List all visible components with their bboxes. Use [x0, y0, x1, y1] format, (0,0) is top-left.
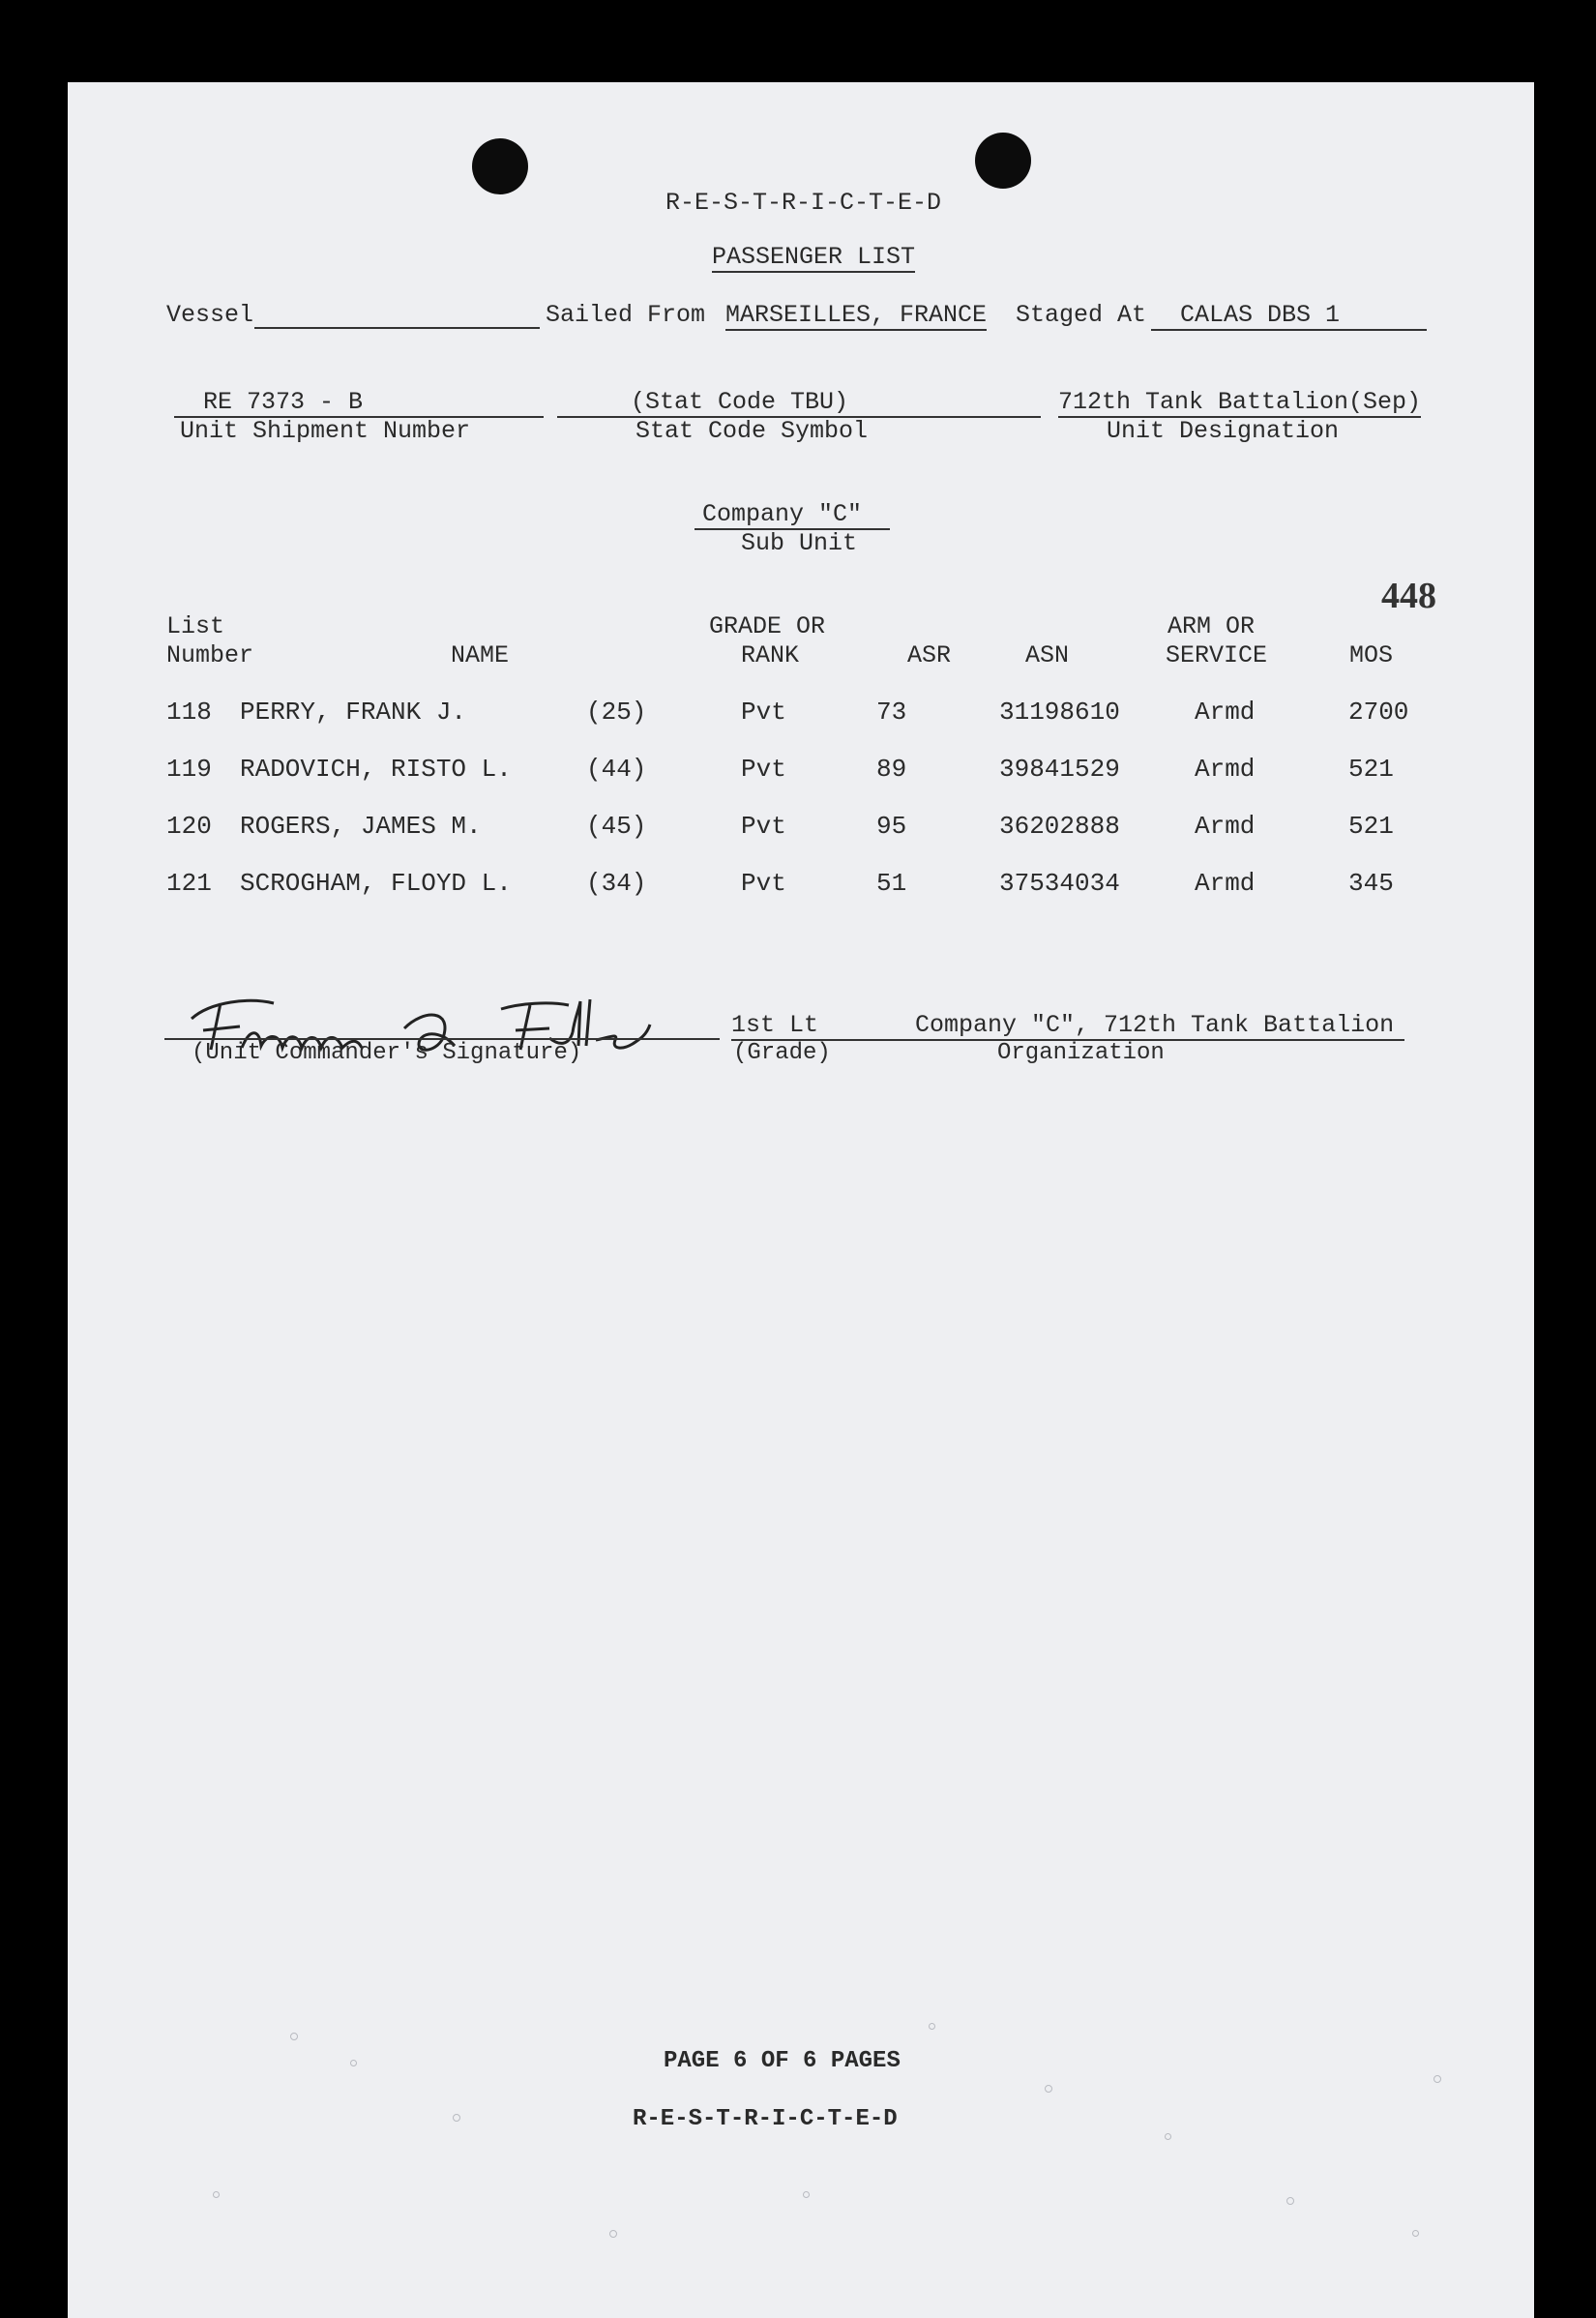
- header-mos: MOS: [1349, 641, 1394, 669]
- row-number: 121: [166, 869, 212, 898]
- row-mos: 521: [1348, 755, 1394, 784]
- sub-unit-value: Company "C": [695, 502, 890, 530]
- row-name: ROGERS, JAMES M.: [240, 812, 482, 841]
- row-mos: 345: [1348, 869, 1394, 898]
- header-name: NAME: [451, 641, 510, 669]
- row-rank: Pvt: [741, 812, 786, 841]
- row-number: 120: [166, 812, 212, 841]
- scan-speckle: [929, 2023, 935, 2030]
- row-rank: Pvt: [741, 869, 786, 898]
- row-rank: Pvt: [741, 698, 786, 727]
- row-name: RADOVICH, RISTO L.: [240, 755, 512, 784]
- unit-designation: 712th Tank Battalion(Sep): [1058, 388, 1422, 416]
- signature-label: (Unit Commander's Signature): [192, 1040, 582, 1066]
- header-asr: ASR: [907, 641, 952, 669]
- header-list-1: List: [166, 612, 225, 640]
- restricted-top: R-E-S-T-R-I-C-T-E-D: [665, 189, 942, 217]
- unit-shipment-number: RE 7373 - B: [174, 390, 544, 418]
- row-asn: 39841529: [999, 755, 1120, 784]
- row-mos: 521: [1348, 812, 1394, 841]
- row-rank: Pvt: [741, 755, 786, 784]
- organization-label: Organization: [997, 1040, 1165, 1066]
- vessel-label: Vessel: [166, 301, 254, 329]
- row-name: PERRY, FRANK J.: [240, 698, 467, 727]
- unit-shipment-number-label: Unit Shipment Number: [180, 417, 471, 445]
- row-age: (44): [586, 755, 647, 784]
- row-number: 118: [166, 698, 212, 727]
- scan-speckle: [1165, 2133, 1171, 2140]
- row-arm: Armd: [1195, 869, 1256, 898]
- sub-unit-label: Sub Unit: [741, 529, 858, 557]
- row-age: (25): [586, 698, 647, 727]
- scan-speckle: [1045, 2085, 1052, 2093]
- header-list-2: Number: [166, 641, 254, 669]
- scan-speckle: [453, 2114, 460, 2122]
- scan-speckle: [1433, 2075, 1441, 2083]
- row-name: SCROGHAM, FLOYD L.: [240, 869, 512, 898]
- header-arm-1: ARM OR: [1167, 612, 1256, 640]
- stat-code: (Stat Code TBU): [557, 390, 1041, 418]
- grade-label: (Grade): [733, 1040, 831, 1066]
- staged-at-value: CALAS DBS 1: [1151, 303, 1427, 331]
- page-number: 448: [1381, 576, 1436, 616]
- scan-speckle: [350, 2060, 357, 2066]
- row-asr: 89: [876, 755, 907, 784]
- header-grade-1: GRADE OR: [709, 612, 826, 640]
- row-age: (34): [586, 869, 647, 898]
- scan-speckle: [609, 2230, 617, 2238]
- header-arm-2: SERVICE: [1166, 641, 1268, 669]
- row-arm: Armd: [1195, 698, 1256, 727]
- row-number: 119: [166, 755, 212, 784]
- grade-value: 1st Lt: [731, 1013, 851, 1041]
- header-asn: ASN: [1025, 641, 1070, 669]
- unit-designation-label: Unit Designation: [1107, 417, 1340, 445]
- restricted-bottom: R-E-S-T-R-I-C-T-E-D: [633, 2106, 898, 2132]
- scan-speckle: [803, 2191, 810, 2198]
- organization-value: Company "C", 712th Tank Battalion: [814, 1013, 1404, 1041]
- row-arm: Armd: [1195, 755, 1256, 784]
- row-asr: 73: [876, 698, 907, 727]
- vessel-field: [254, 303, 540, 329]
- page-of-pages: PAGE 6 OF 6 PAGES: [664, 2048, 901, 2074]
- row-age: (45): [586, 812, 647, 841]
- staged-at-label: Staged At: [1016, 301, 1147, 329]
- header-grade-2: RANK: [741, 641, 800, 669]
- scan-speckle: [1412, 2230, 1419, 2237]
- row-asr: 95: [876, 812, 907, 841]
- punch-hole-right: [975, 133, 1031, 189]
- scan-speckle: [1286, 2197, 1294, 2205]
- row-asn: 31198610: [999, 698, 1120, 727]
- document-page: [68, 82, 1534, 2318]
- scan-speckle: [213, 2191, 220, 2198]
- scan-speckle: [290, 2033, 298, 2040]
- row-mos: 2700: [1348, 698, 1409, 727]
- row-asn: 37534034: [999, 869, 1120, 898]
- punch-hole-left: [472, 138, 528, 194]
- sailed-from-label: Sailed From: [546, 301, 706, 329]
- stat-code-label: Stat Code Symbol: [635, 417, 869, 445]
- page-title: PASSENGER LIST: [712, 243, 916, 271]
- sailed-from-value: MARSEILLES, FRANCE: [725, 301, 988, 329]
- row-asr: 51: [876, 869, 907, 898]
- row-arm: Armd: [1195, 812, 1256, 841]
- row-asn: 36202888: [999, 812, 1120, 841]
